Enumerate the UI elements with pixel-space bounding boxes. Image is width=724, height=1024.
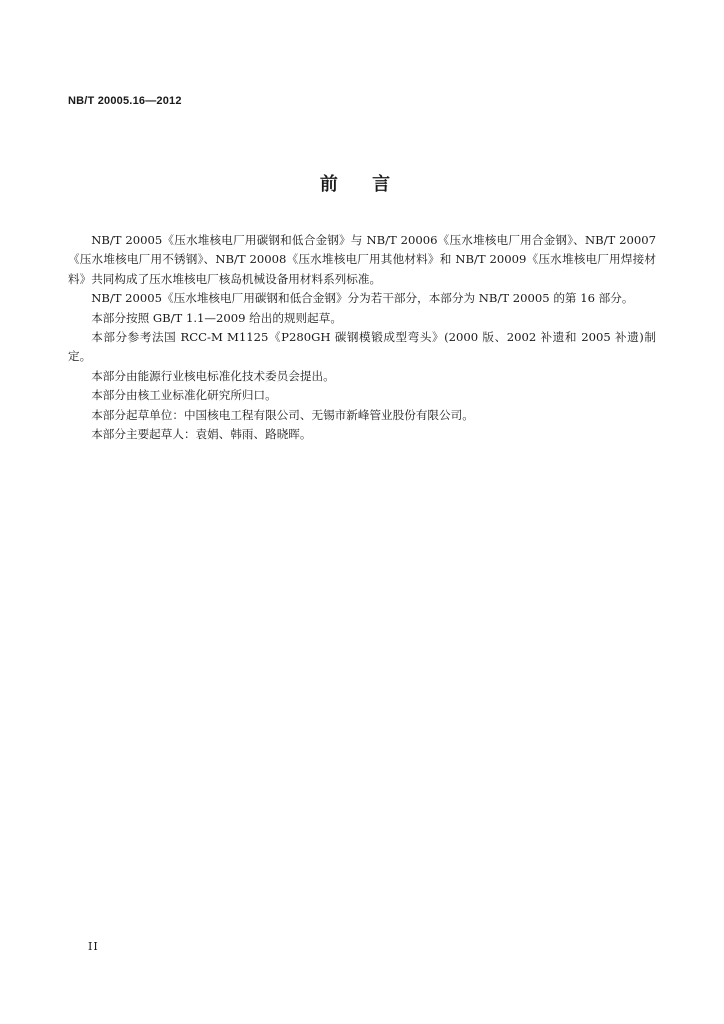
paragraph-drafters: 本部分主要起草人：袁娟、韩雨、路晓晖。 — [91, 427, 312, 442]
paragraph-proposed-by: 本部分由能源行业核电标准化技术委员会提出。 — [91, 368, 335, 383]
page-number: II — [88, 940, 99, 953]
page-title: 前 言 — [319, 174, 405, 195]
paragraph-reference: 本部分参考法国 RCC-M M1125《P280GH 碳钢模锻成型弯头》(2000 版、2002 补遗和 2005 补遗)制定。 — [68, 330, 656, 364]
paragraph-standard-series: NB/T 20005《压水堆核电厂用碳钢和低合金钢》与 NB/T 20006《压水堆核电厂用合金钢》、NB/T 20007《压水堆核电厂用不锈钢》、NB/T 20008《压水堆核电厂用其他材料》和 NB/T 20009《压水堆核电厂用焊接材料》共同构成了压水堆核电厂核岛机械设备用材料系列标准。 — [68, 233, 656, 286]
paragraph-drafting-organizations: 本部分起草单位：中国核电工程有限公司、无锡市新峰管业股份有限公司。 — [91, 407, 474, 422]
paragraph-administered-by: 本部分由核工业标准化研究所归口。 — [91, 388, 277, 403]
standard-code: NB/T 20005.16—2012 — [68, 95, 182, 107]
foreword-body — [68, 231, 656, 444]
paragraph-drafting-rules: 本部分按照 GB/T 1.1—2009 给出的规则起草。 — [91, 310, 342, 325]
paragraph-part-scope: NB/T 20005《压水堆核电厂用碳钢和低合金钢》分为若干部分，本部分为 NB/T 20005 的第 16 部分。 — [91, 291, 634, 306]
